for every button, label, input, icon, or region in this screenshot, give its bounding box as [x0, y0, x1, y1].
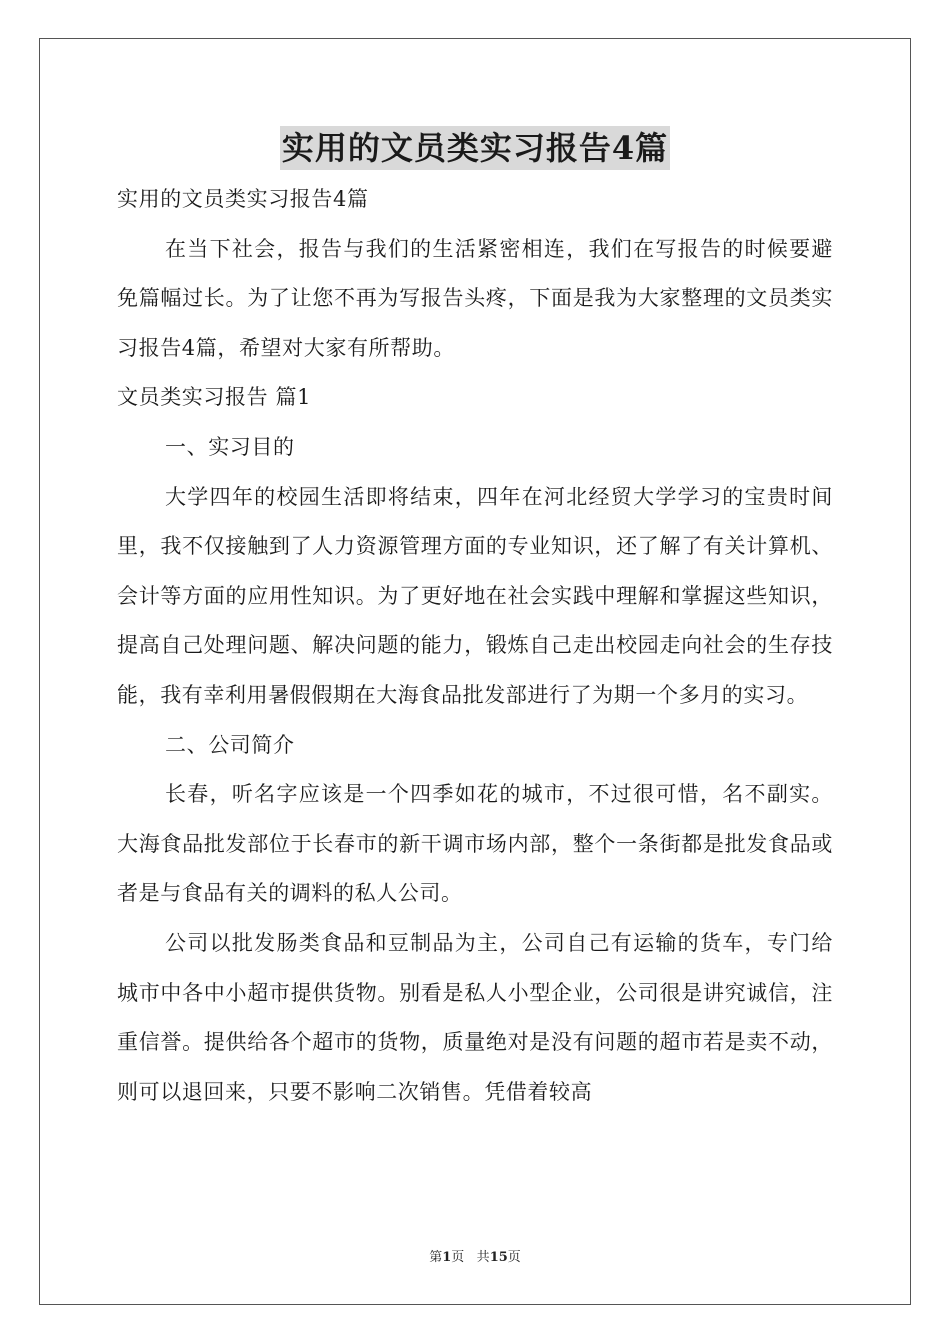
paragraph-purpose: 大学四年的校园生活即将结束，四年在河北经贸大学学习的宝贵时间里，我不仅接触到了人力资源管理方面的专业知识，还了解了有关计算机、会计等方面的应用性知识。为了更好地在社会实践中理解和掌握这些知识，提高自己处理问题、解决问题的能力，锻炼自己走出校园走向社会的生存技能，我有幸利用暑假假期在大海食品批发部进行了为期一个多月的实习。: [117, 484, 833, 707]
document-body: [117, 175, 833, 1117]
heading-company-profile: 二、公司简介: [165, 732, 295, 757]
section-heading-part-1: 文员类实习报告 篇1: [117, 385, 312, 410]
paragraph-company-location: 长春，听名字应该是一个四季如花的城市，不过很可惜，名不副实。大海食品批发部位于长春市的新干调市场内部，整个一条街都是批发食品或者是与食品有关的调料的私人公司。: [117, 782, 833, 906]
footer-page-number: 1: [442, 1250, 452, 1265]
footer-page-prefix: 第: [429, 1250, 443, 1265]
document-title: 实用的文员类实习报告4篇: [280, 126, 670, 170]
paragraph-company-business: 公司以批发肠类食品和豆制品为主，公司自己有运输的货车，专门给城市中各中小超市提供货物。别看是私人小型企业，公司很是讲究诚信，注重信誉。提供给各个超市的货物，质量绝对是没有问题的超市若是卖不动，则可以退回来，只要不影响二次销售。凭借着较高: [117, 930, 833, 1104]
heading-internship-purpose: 一、实习目的: [165, 434, 295, 459]
footer-total-suffix: 页: [507, 1250, 521, 1265]
title-container: [0, 126, 950, 170]
footer-total-prefix: 共: [476, 1250, 490, 1265]
footer-page-suffix: 页: [451, 1250, 465, 1265]
paragraph-subtitle: 实用的文员类实习报告4篇: [117, 187, 369, 211]
footer-total-pages: 15: [489, 1250, 508, 1265]
page-footer: [0, 1246, 950, 1265]
paragraph-intro: 在当下社会，报告与我们的生活紧密相连，我们在写报告的时候要避免篇幅过长。为了让您不再为写报告头疼，下面是我为大家整理的文员类实习报告4篇，希望对大家有所帮助。: [117, 236, 833, 360]
